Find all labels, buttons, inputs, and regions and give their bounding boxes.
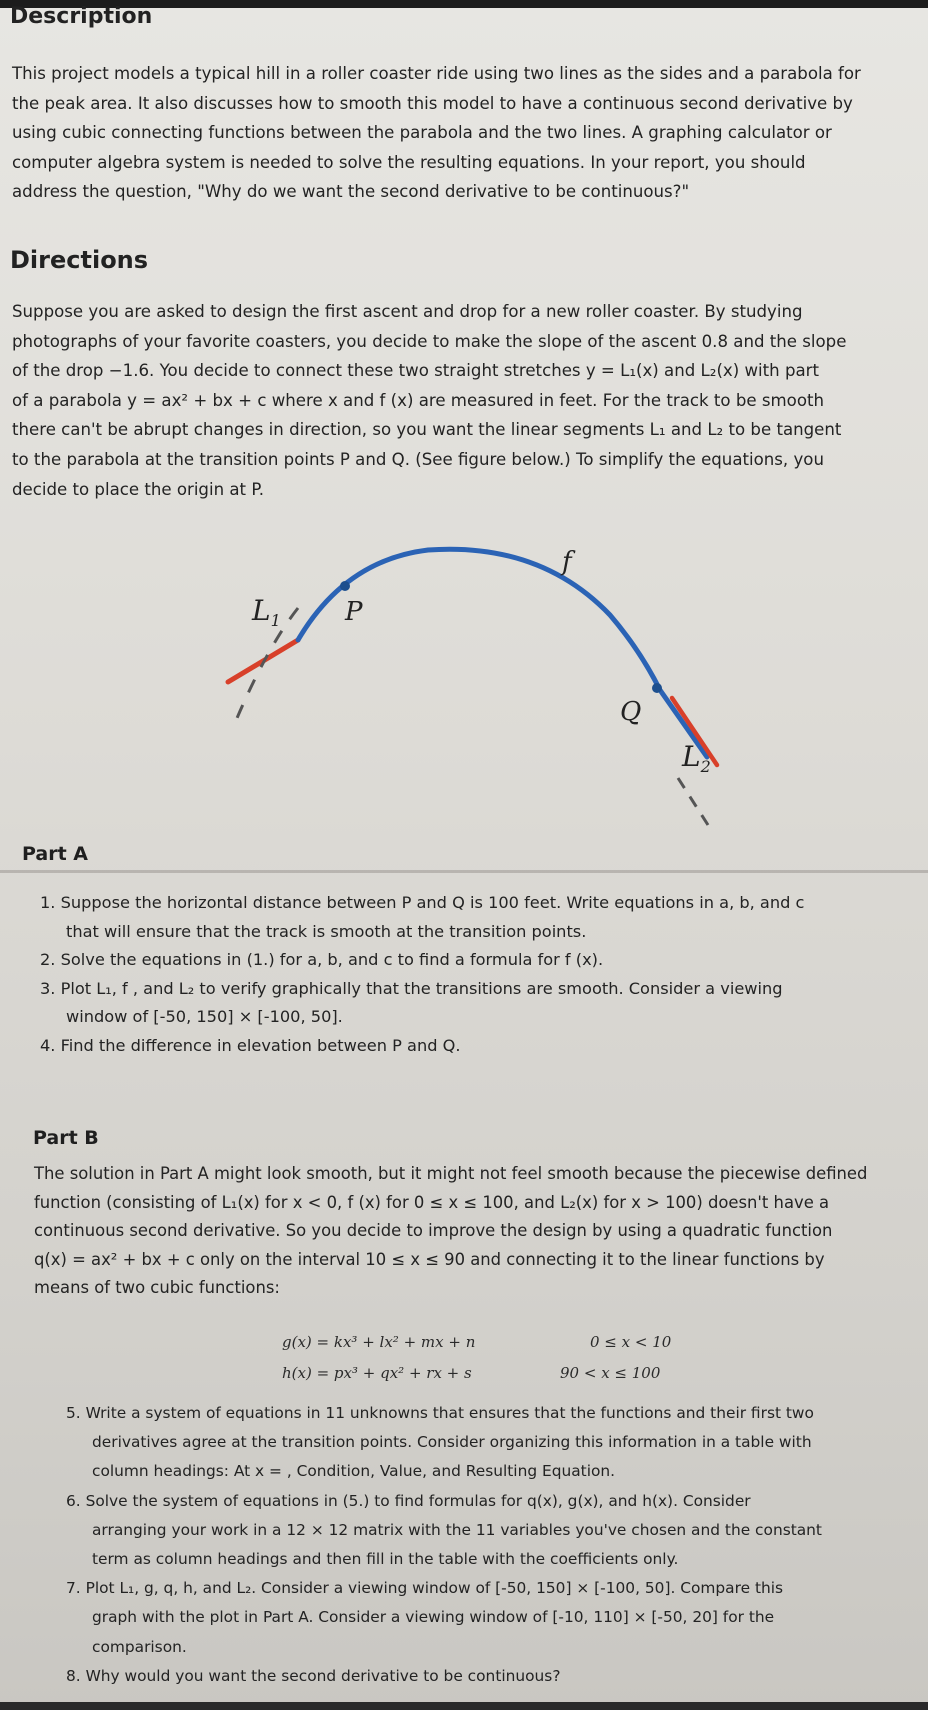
description-paragraph [12, 59, 912, 207]
point-p [340, 581, 350, 591]
text-line: continuous second derivative. So you decide to improve the design by using a quadratic function [34, 1221, 833, 1240]
list-item: 5. Write a system of equations in 11 unknowns that ensures that the functions and their first two [66, 1404, 814, 1422]
text-line: q(x) = ax² + bx + c only on the interval 10 ≤ x ≤ 90 and connecting it to the linear functions by [34, 1249, 825, 1269]
cubic-g-formula: g(x) = kx³ + lx² + mx + n [282, 1333, 476, 1351]
text-line: means of two cubic functions: [34, 1278, 280, 1297]
text-line: of a parabola y = ax² + bx + c where x and f (x) are measured in feet. For the track to be smooth [12, 390, 825, 410]
label-q: Q [620, 697, 642, 727]
part-b-list [66, 1399, 822, 1691]
list-item: 2. Solve the equations in (1.) for a, b, and c to find a formula for f (x). [40, 950, 604, 969]
section-divider [0, 870, 928, 873]
label-l1: $L_1$ [252, 594, 281, 630]
list-item-continued: term as column headings and then fill in the table with the coefficients only. [92, 1550, 679, 1569]
text-line: This project models a typical hill in a roller coaster ride using two lines as the sides and a parabola for [12, 64, 861, 83]
part-b-heading: Part B [33, 1127, 99, 1149]
directions-paragraph [12, 297, 912, 504]
list-item-continued: that will ensure that the track is smooth at the transition points. [66, 921, 587, 941]
cubic-h-domain: 90 < x ≤ 100 [560, 1364, 661, 1382]
label-p: P [345, 597, 363, 627]
line-l2-dashed-extension [678, 778, 708, 825]
text-line: computer algebra system is needed to solve the resulting equations. In your report, you should [12, 152, 806, 172]
list-item: 1. Suppose the horizontal distance between P and Q is 100 feet. Write equations in a, b, and c [40, 893, 805, 912]
text-line: decide to place the origin at P. [12, 479, 265, 499]
label-f: f [562, 547, 572, 577]
roller-coaster-figure [0, 520, 928, 850]
text-line: there can't be abrupt changes in direction, so you want the linear segments L₁ and L₂ to be tangent [12, 420, 842, 440]
description-heading: Description [10, 4, 153, 29]
point-q [652, 683, 662, 693]
label-l2: $L_2$ [682, 740, 711, 776]
parabola-f [298, 549, 707, 757]
cubic-g-domain: 0 ≤ x < 10 [590, 1333, 672, 1351]
list-item-continued: derivatives agree at the transition points. Consider organizing this information in a table with [92, 1433, 812, 1452]
text-line: the peak area. It also discusses how to smooth this model to have a continuous second derivative by [12, 93, 853, 113]
list-item: 3. Plot L₁, f , and L₂ to verify graphically that the transitions are smooth. Consider a viewing [40, 978, 783, 998]
text-line: of the drop −1.6. You decide to connect these two straight stretches y = L₁(x) and L₂(x) with part [12, 361, 819, 381]
list-item: 4. Find the difference in elevation between P and Q. [40, 1035, 461, 1055]
list-item-continued: window of [-50, 150] × [-100, 50]. [66, 1007, 343, 1026]
text-line: function (consisting of L₁(x) for x < 0, f (x) for 0 ≤ x ≤ 100, and L₂(x) for x > 100) doesn't have a [34, 1192, 830, 1212]
text-line: address the question, "Why do we want the second derivative to be continuous?" [12, 182, 690, 202]
text-line: Suppose you are asked to design the first ascent and drop for a new roller coaster. By studying [12, 302, 803, 321]
list-item-continued: column headings: At x = , Condition, Value, and Resulting Equation. [92, 1462, 616, 1481]
text-line: to the parabola at the transition points P and Q. (See figure below.) To simplify the equations, you [12, 449, 824, 469]
list-item-continued: comparison. [92, 1637, 187, 1656]
part-b-intro [34, 1160, 867, 1303]
part-a-heading: Part A [22, 843, 89, 865]
list-item-continued: graph with the plot in Part A. Consider a viewing window of [-10, 110] × [-50, 20] for the [92, 1608, 775, 1627]
text-line: photographs of your favorite coasters, you decide to make the slope of the ascent 0.8 and the slope [12, 331, 847, 351]
list-item: 6. Solve the system of equations in (5.) to find formulas for q(x), g(x), and h(x). Consider [66, 1491, 751, 1510]
list-item: 8. Why would you want the second derivative to be continuous? [66, 1666, 561, 1685]
cubic-h-formula: h(x) = px³ + qx² + rx + s [282, 1364, 472, 1382]
text-line: using cubic connecting functions between the parabola and the two lines. A graphing calculator or [12, 123, 832, 143]
list-item: 7. Plot L₁, g, q, h, and L₂. Consider a viewing window of [-50, 150] × [-100, 50]. Compare this [66, 1579, 784, 1598]
list-item-continued: arranging your work in a 12 × 12 matrix with the 11 variables you've chosen and the constant [92, 1520, 822, 1539]
directions-heading: Directions [10, 246, 149, 274]
text-line: The solution in Part A might look smooth, but it might not feel smooth because the piecewise defined [34, 1164, 868, 1183]
bottom-edge [0, 1702, 928, 1710]
part-a-list [40, 889, 804, 1060]
